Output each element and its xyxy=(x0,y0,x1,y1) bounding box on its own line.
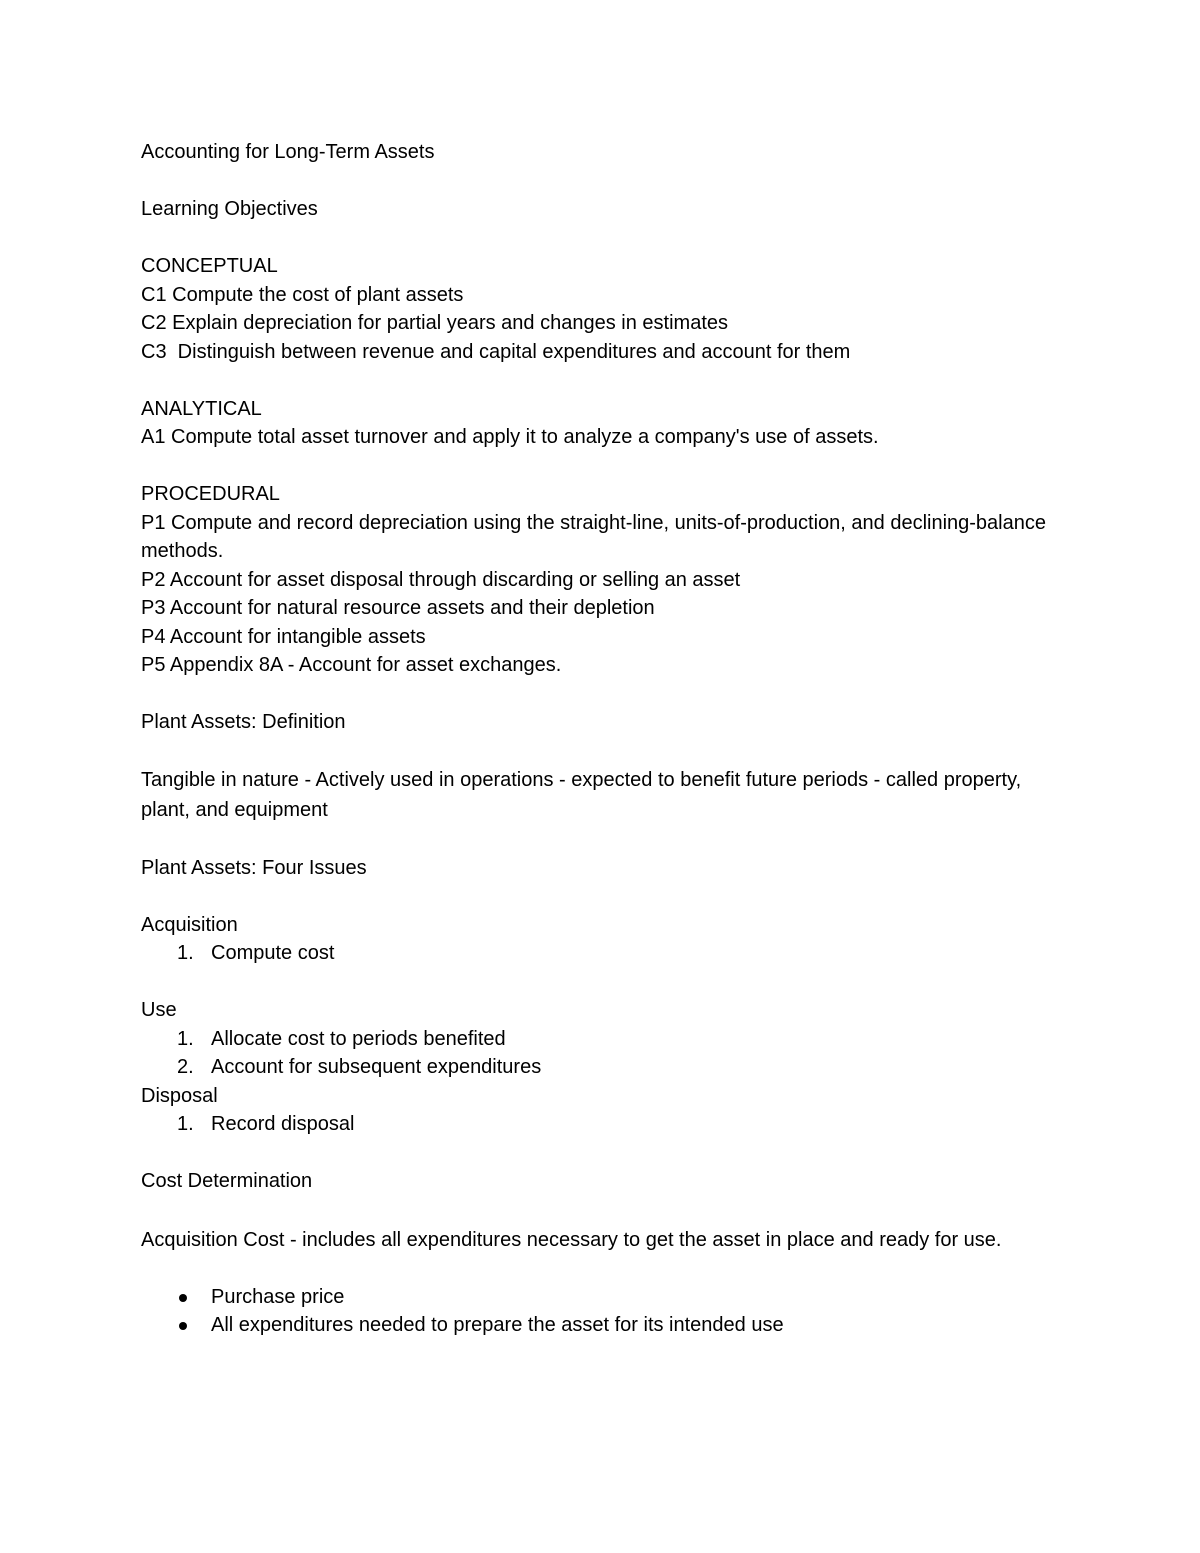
objective-p4: P4 Account for intangible assets xyxy=(141,625,426,648)
conceptual-heading: CONCEPTUAL xyxy=(141,255,278,277)
objective-p3: P3 Account for natural resource assets and their depletion xyxy=(141,597,655,619)
list-number: 1. xyxy=(177,1027,194,1050)
spacer xyxy=(141,452,1051,481)
list-item xyxy=(141,939,1051,968)
list-item xyxy=(141,1283,1051,1312)
list-item xyxy=(141,1053,1051,1082)
objective-p2: P2 Account for asset disposal through discarding or selling an asset xyxy=(141,568,741,591)
list-item-text: Purchase price xyxy=(211,1285,345,1308)
cost-determination-text: Acquisition Cost - includes all expenditures necessary to get the asset in place and ready for use. xyxy=(141,1228,1002,1251)
acquisition-label: Acquisition xyxy=(141,913,238,936)
spacer xyxy=(141,366,1051,395)
four-issues-heading: Plant Assets: Four Issues xyxy=(141,856,367,879)
list-item xyxy=(141,1110,1051,1139)
analytical-heading: ANALYTICAL xyxy=(141,397,262,420)
list-number: 1. xyxy=(177,1113,194,1135)
cost-determination-heading: Cost Determination xyxy=(141,1170,313,1192)
spacer xyxy=(141,167,1051,196)
plant-assets-definition-heading: Plant Assets: Definition xyxy=(141,711,346,733)
bullet-icon xyxy=(179,1294,187,1302)
spacer xyxy=(141,1254,1051,1283)
list-item-text: All expenditures needed to prepare the asset for its intended use xyxy=(211,1314,784,1336)
cost-bullet-list xyxy=(141,1283,1051,1340)
use-list xyxy=(141,1025,1051,1082)
list-number: 1. xyxy=(177,942,194,964)
list-item-text: Compute cost xyxy=(211,942,335,964)
spacer xyxy=(141,224,1051,253)
plant-assets-definition-text: Tangible in nature - Actively used in operations - expected to benefit future periods - called property, plant, and equipment xyxy=(141,769,1027,821)
document-page xyxy=(141,138,1051,1340)
disposal-list xyxy=(141,1110,1051,1139)
document-title: Accounting for Long-Term Assets xyxy=(141,141,435,163)
list-number: 2. xyxy=(177,1056,194,1078)
spacer xyxy=(141,1139,1051,1168)
spacer xyxy=(141,737,1051,766)
objective-c2: C2 Explain depreciation for partial years and changes in estimates xyxy=(141,312,728,334)
procedural-heading: PROCEDURAL xyxy=(141,483,280,505)
spacer xyxy=(141,968,1051,997)
disposal-label: Disposal xyxy=(141,1084,218,1107)
objective-c1: C1 Compute the cost of plant assets xyxy=(141,283,464,306)
objective-c3: C3 Distinguish between revenue and capital expenditures and account for them xyxy=(141,340,851,363)
spacer xyxy=(141,882,1051,911)
use-label: Use xyxy=(141,999,177,1021)
spacer xyxy=(141,680,1051,709)
acquisition-list xyxy=(141,939,1051,968)
bullet-icon xyxy=(179,1322,187,1330)
list-item-text: Allocate cost to periods benefited xyxy=(211,1027,506,1050)
objective-a1: A1 Compute total asset turnover and apply it to analyze a company's use of assets. xyxy=(141,426,879,448)
list-item xyxy=(141,1025,1051,1054)
objective-p1: P1 Compute and record depreciation using the straight-line, units-of-production, and declining-balance methods. xyxy=(141,511,1052,562)
list-item xyxy=(141,1311,1051,1340)
list-item-text: Record disposal xyxy=(211,1113,355,1135)
spacer xyxy=(141,1196,1051,1226)
spacer xyxy=(141,825,1051,854)
learning-objectives-heading: Learning Objectives xyxy=(141,198,318,220)
objective-p5: P5 Appendix 8A - Account for asset exchanges. xyxy=(141,654,562,676)
list-item-text: Account for subsequent expenditures xyxy=(211,1056,542,1078)
